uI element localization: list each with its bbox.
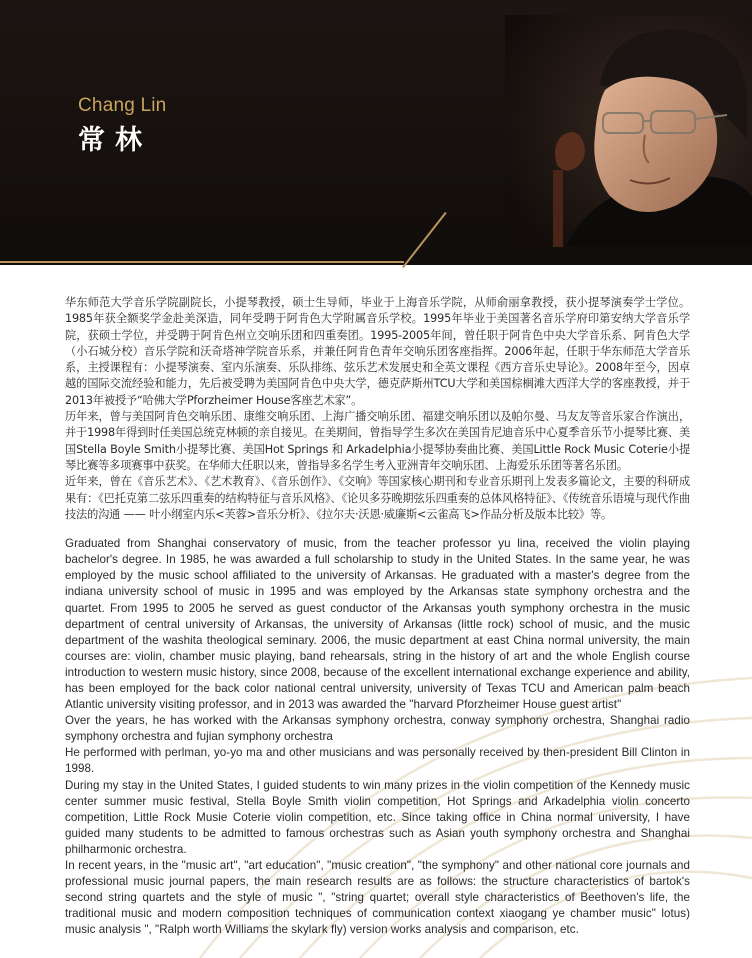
name-english: Chang Lin	[78, 95, 167, 116]
bio-en-paragraph: During my stay in the United States, I guided students to win many prizes in the violin competition of the Kennedy music center summer music festival, Stella Boyle Smith violin competition, Hot Springs and Arkadelphia violin concerto competition, Little Rock Musie Coterie violin competition, etc. Since taking office in China normal university, I have guided many students to be admitted to famous orchestras such as Asian youth symphony orchestra and Shanghai philharmonic orchestra.	[65, 778, 690, 856]
biography-chinese	[65, 295, 690, 523]
header-banner	[0, 0, 752, 265]
bio-cn-paragraph: 华东师范大学音乐学院副院长，小提琴教授，硕士生导师，毕业于上海音乐学院，从师俞丽拿教授，获小提琴演奏学士学位。1985年获全额奖学金赴美深造，同年受聘于阿肯色大学附属音乐学校。1995年毕业于美国著名音乐学府印第安纳大学音乐学院，获硕士学位，并受聘于阿肯色州立交响乐团和四重奏团。1995-2005年间，曾任职于阿肯色中央大学音乐系、阿肯色大学（小石城分校）音乐学院和沃奇塔神学院音乐系，并兼任阿肯色青年交响乐团客座指挥。2006年起，任职于华东师范大学音乐系，主授课程有：小提琴演奏、室内乐演奏、乐队排练、弦乐艺术发展史和全英文课程《西方音乐史导论》。2008年至今，因卓越的国际交流经验和能力，先后被受聘为美国阿肯色中央大学，德克萨斯州TCU大学和美国棕榈滩大西洋大学的客座教授，并于2013年被授予“哈佛大学Pforzheimer House客座艺术家”。	[65, 296, 690, 407]
name-chinese: 常林	[78, 125, 152, 156]
portrait-illustration	[505, 15, 752, 247]
bio-en-paragraph: In recent years, in the "music art", "art education", "music creation", "the symphony" and other national core journals and professional music journal papers, the main research results are as follows: the structure characteristics of bartok's second string quartets and the style of music ", "string quartet; overall style characteristics of Beethoven's life, the traditional music and modern composition techniques of communication context xiaogang ye chamber music" lotus) music analysis ", "Ralph worth Williams the skylark fly) version works analysis and comparison, etc.	[65, 859, 690, 937]
gold-divider-line	[0, 261, 404, 263]
biography-content	[65, 295, 690, 939]
bio-cn-paragraph: 近年来，曾在《音乐艺术》、《艺术教育》、《音乐创作》、《交响》等国家核心期刊和专业音乐期刊上发表多篇论文，主要的科研成果有：《巴托克第二弦乐四重奏的结构特征与音乐风格》、《论贝多芬晚期弦乐四重奏的总体风格特征》、《传统音乐语境与现代作曲技法的沟通 —— 叶小纲室内乐<芙蓉>音乐分析》、《拉尔夫·沃恩·威廉斯<云雀高飞>作品分析及版本比较》等。	[65, 475, 690, 521]
portrait-photo	[505, 15, 752, 247]
bio-en-paragraph: Graduated from Shanghai conservatory of music, from the teacher professor yu lina, received the violin playing bachelor's degree. In 1985, he was awarded a full scholarship to study in the United States. In the same year, he was employed by the music school affiliated to the university of Arkansas. He graduated with a master's degree from the indiana university school of music in 1995 and was employed by the Arkansas state symphony orchestra and the quartet. From 1995 to 2005 he served as guest conductor of the Arkansas youth symphony orchestra in the music department of central university of Arkansas, the university of Arkansas (little rock) school of music, and the music department of the washita theological seminary. 2006, the music department at east China normal university, the main courses are: violin, chamber music playing, band rehearsals, string in the history of art and the whole English course introduction to western music history, since 2008, because of the excellent international exchange experience and ability, has been employed for the back color national central university, university of Texas TCU and American palm beach Atlantic university visiting professor, and in 2013 was awarded the "harvard Pforzheimer House guest artist"	[65, 537, 690, 712]
bio-en-paragraph: He performed with perlman, yo-yo ma and other musicians and was personally received by then-president Bill Clinton in 1998.	[65, 746, 690, 776]
bio-cn-paragraph: 历年来，曾与美国阿肯色交响乐团、康维交响乐团、上海广播交响乐团、福建交响乐团以及帕尔曼、马友友等音乐家合作演出，并于1998年得到时任美国总统克林顿的亲自接见。在美期间，曾指导学生多次在美国肯尼迪音乐中心夏季音乐节小提琴比赛、美国Stella Boyle Smith小提琴比赛、美国Hot Springs 和 Arkadelphia小提琴协奏曲比赛、美国Little Rock Music Coterie小提琴比赛等多项赛事中获奖。在华师大任职以来，曾指导多名学生考入亚洲青年交响乐团、上海爱乐乐团等著名乐团。	[65, 410, 690, 472]
biography-english	[65, 536, 690, 938]
bio-en-paragraph: Over the years, he has worked with the Arkansas symphony orchestra, conway symphony orchestra, Shanghai radio symphony orchestra and fujian symphony orchestra	[65, 714, 690, 744]
